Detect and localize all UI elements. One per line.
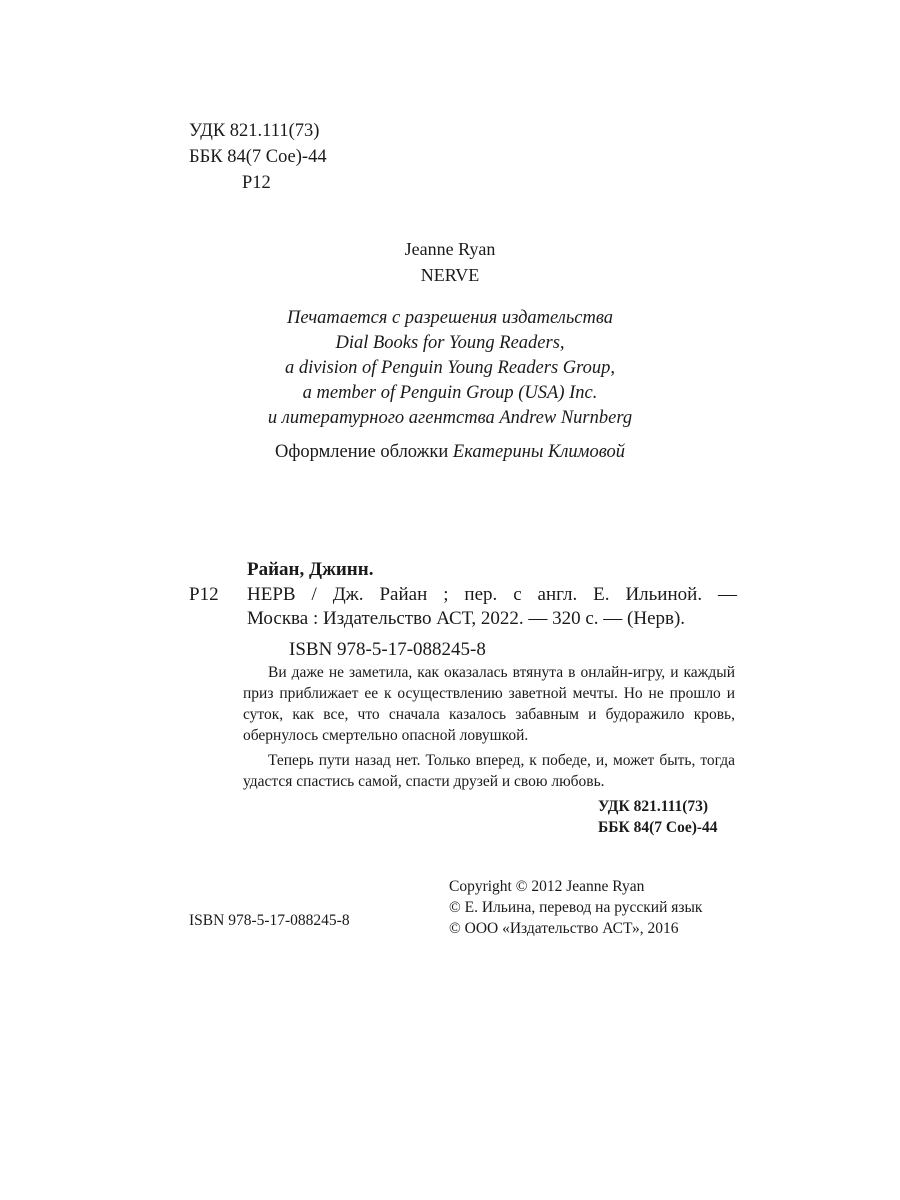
udk-code: УДК 821.111(73) [189,121,320,141]
copyright-block [449,876,702,939]
bbk-code: ББК 84(7 Сое)-44 [189,147,327,167]
copyright-line: © Е. Ильина, перевод на русский язык [449,899,703,916]
permission-line: a division of Penguin Young Readers Group, [284,358,616,378]
catalog-description-line: Москва : Издательство АСТ, 2022. — 320 с. — (Нерв). [247,608,686,629]
cover-credit [0,440,900,464]
catalog-description-line: НЕРВ / Дж. Райан ; пер. с англ. Е. Ильиной. — [247,584,737,605]
copyright-line: © ООО «Издательство АСТ», 2016 [449,920,679,937]
copyright-line: Copyright © 2012 Jeanne Ryan [449,878,645,895]
permission-notice [0,306,900,431]
classification-block [189,118,327,196]
original-author: Jeanne Ryan [404,239,496,259]
catalog-author-code: Р12 [189,584,219,605]
annotation-paragraph: Ви даже не заметила, как оказалась втянута в онлайн-игру, и каждый приз приближает ее к осуществлению заветной мечты. Но не прошло и суток, как все, что сначала казалось забавным и будоражило кровь, обернулось смертельно опасной ловушкой. [243,664,735,744]
permission-line: и литературного агентства Andrew Nurnberg [267,408,633,428]
bbk-code-bold: ББК 84(7 Сое)-44 [598,819,718,836]
catalog-codes [598,796,718,838]
annotation [243,662,735,792]
permission-line: Печатается с разрешения издательства [287,308,613,328]
annotation-paragraph: Теперь пути назад нет. Только вперед, к победе, и, может быть, тогда удастся спастись самой, спасти друзей и свою любовь. [243,752,735,790]
original-title: NERVE [420,265,480,285]
cover-credit-prefix: Оформление обложки [275,442,453,462]
author-code: Р12 [242,173,271,193]
udk-code-bold: УДК 821.111(73) [598,798,709,815]
catalog-author-heading: Райан, Джинн. [247,559,374,580]
permission-line: a member of Penguin Group (USA) Inc. [302,383,598,403]
isbn-number: ISBN 978-5-17-088245-8 [189,912,350,929]
permission-line: Dial Books for Young Readers, [335,333,565,353]
catalog-isbn: ISBN 978-5-17-088245-8 [289,639,486,660]
original-edition-block [0,236,900,288]
cover-designer: Екатерины Климовой [452,442,625,462]
